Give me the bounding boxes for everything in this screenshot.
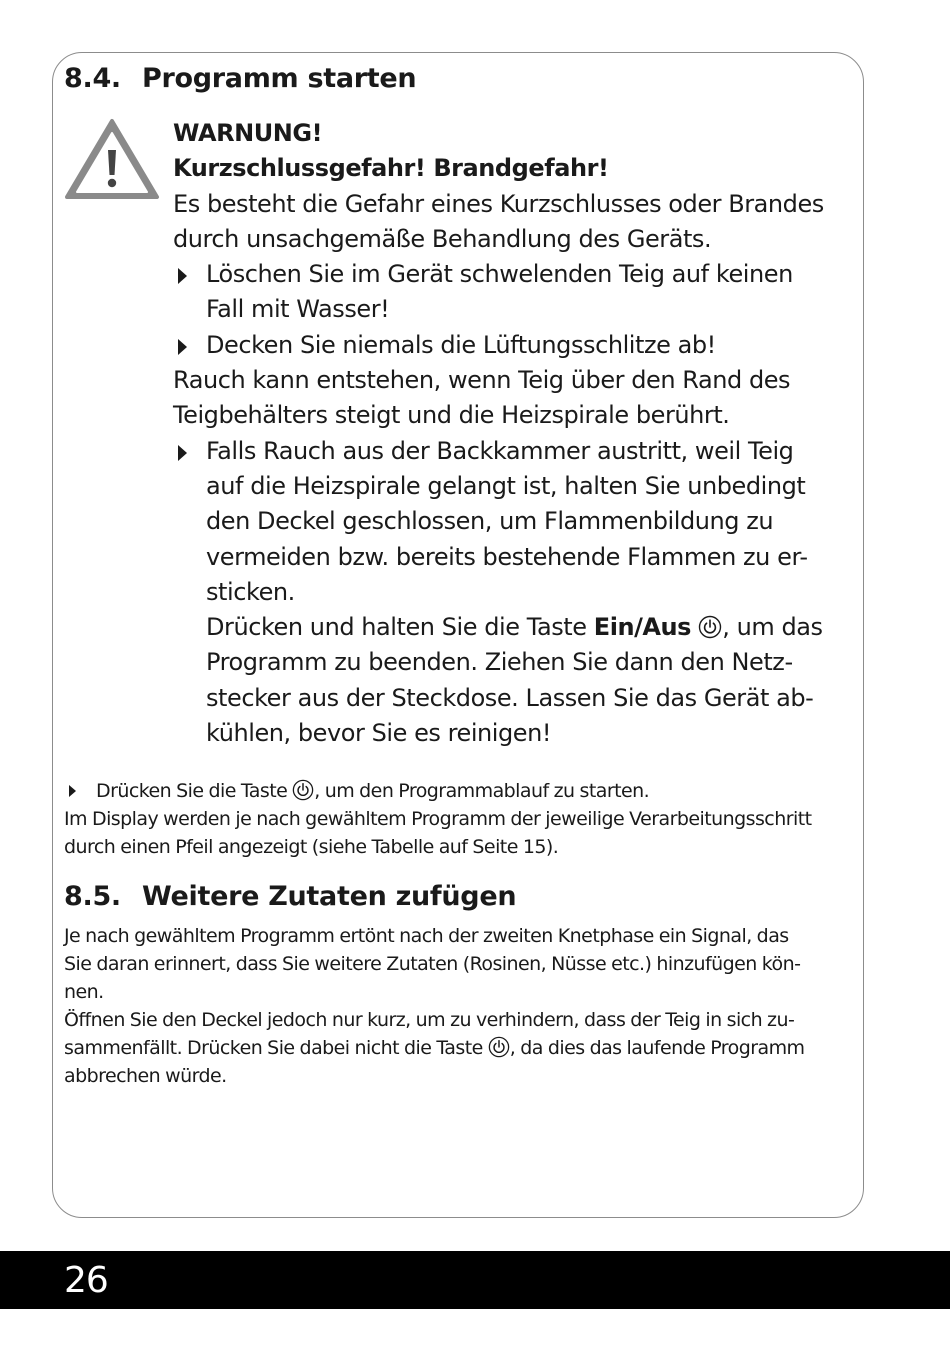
text-line: auf die Heizspirale gelangt ist, halten Sie unbedingt: [206, 471, 806, 500]
text-line: Rauch kann entstehen, wenn Teig über den Rand des: [173, 366, 791, 395]
text-span: Drücken und halten Sie die Taste: [206, 613, 594, 642]
power-button-icon: [292, 779, 314, 801]
triangle-bullet-icon: [178, 445, 187, 461]
text-line: kühlen, bevor Sie es reinigen!: [206, 719, 552, 748]
text-span: , um den Programmablauf zu starten.: [314, 780, 650, 802]
step-bullet: [64, 777, 856, 805]
section-heading-8-5: [64, 880, 516, 914]
section-8-5-body: [64, 922, 856, 1090]
text-line: Im Display werden je nach gewähltem Programm der jeweilige Verarbeitungsschritt: [64, 808, 812, 830]
warning-paragraph-1: [173, 187, 863, 258]
text-line: [64, 1034, 856, 1062]
warning-bullet-1: [173, 257, 863, 328]
power-button-icon: [488, 1036, 510, 1058]
text-span: , da dies das laufende Programm: [509, 1037, 805, 1059]
warning-heading: WARNUNG!: [173, 119, 323, 147]
text-line: Decken Sie niemals die Lüftungsschlitze ab!: [206, 330, 716, 359]
section-heading-8-4: [64, 62, 416, 96]
text-line: abbrechen würde.: [64, 1065, 227, 1087]
text-span: , um das: [722, 613, 823, 642]
warning-box: [173, 116, 863, 751]
triangle-bullet-icon: [69, 785, 76, 797]
text-line: sticken.: [206, 577, 295, 606]
text-line: Sie daran erinnert, dass Sie weitere Zutaten (Rosinen, Nüsse etc.) hinzufügen kön-: [64, 953, 801, 975]
text-line: Je nach gewähltem Programm ertönt nach der zweiten Knetphase ein Signal, das: [64, 925, 789, 947]
text-line: Teigbehälters steigt und die Heizspirale berührt.: [173, 401, 730, 430]
text-line: stecker aus der Steckdose. Lassen Sie das Gerät ab-: [206, 683, 814, 712]
section-number: 8.5.: [64, 881, 121, 912]
footer-bar: [0, 1251, 950, 1309]
text-line: den Deckel geschlossen, um Flammenbildung zu: [206, 507, 774, 536]
text-line: durch einen Pfeil angezeigt (siehe Tabelle auf Seite 15).: [64, 836, 559, 858]
warning-bullet-3: [173, 434, 863, 752]
text-line: Löschen Sie im Gerät schwelenden Teig auf keinen: [206, 260, 793, 289]
text-line: nen.: [64, 981, 104, 1003]
text-line: vermeiden bzw. bereits bestehende Flammen zu er-: [206, 542, 808, 571]
warning-triangle-icon: [64, 118, 160, 200]
text-line: Fall mit Wasser!: [206, 295, 390, 324]
section-number: 8.4.: [64, 63, 121, 94]
text-line: Falls Rauch aus der Backkammer austritt, weil Teig: [206, 436, 794, 465]
text-line: Es besteht die Gefahr eines Kurzschlusses oder Brandes: [173, 189, 824, 218]
power-button-icon: [698, 615, 722, 639]
warning-bullet-2: [173, 328, 863, 363]
section-title: Weitere Zutaten zufügen: [142, 881, 517, 912]
text-span: sammenfällt. Drücken Sie dabei nicht die Taste: [64, 1037, 488, 1059]
section-8-4-body: [64, 777, 856, 861]
key-label-ein-aus: Ein/Aus: [593, 613, 692, 642]
text-line: Programm zu beenden. Ziehen Sie dann den Netz-: [206, 648, 793, 677]
text-line: durch unsachgemäße Behandlung des Geräts.: [173, 224, 712, 253]
warning-subheading: Kurzschlussgefahr! Brandgefahr!: [173, 154, 609, 183]
text-line: Öffnen Sie den Deckel jedoch nur kurz, um zu verhindern, dass der Teig in sich zu-: [64, 1009, 795, 1031]
section-title: Programm starten: [142, 63, 417, 94]
warning-paragraph-2: [173, 363, 863, 434]
triangle-bullet-icon: [178, 268, 187, 284]
triangle-bullet-icon: [178, 339, 187, 355]
text-line: [206, 610, 863, 645]
page-number: 26: [64, 1260, 108, 1301]
text-span: Drücken Sie die Taste: [96, 780, 293, 802]
